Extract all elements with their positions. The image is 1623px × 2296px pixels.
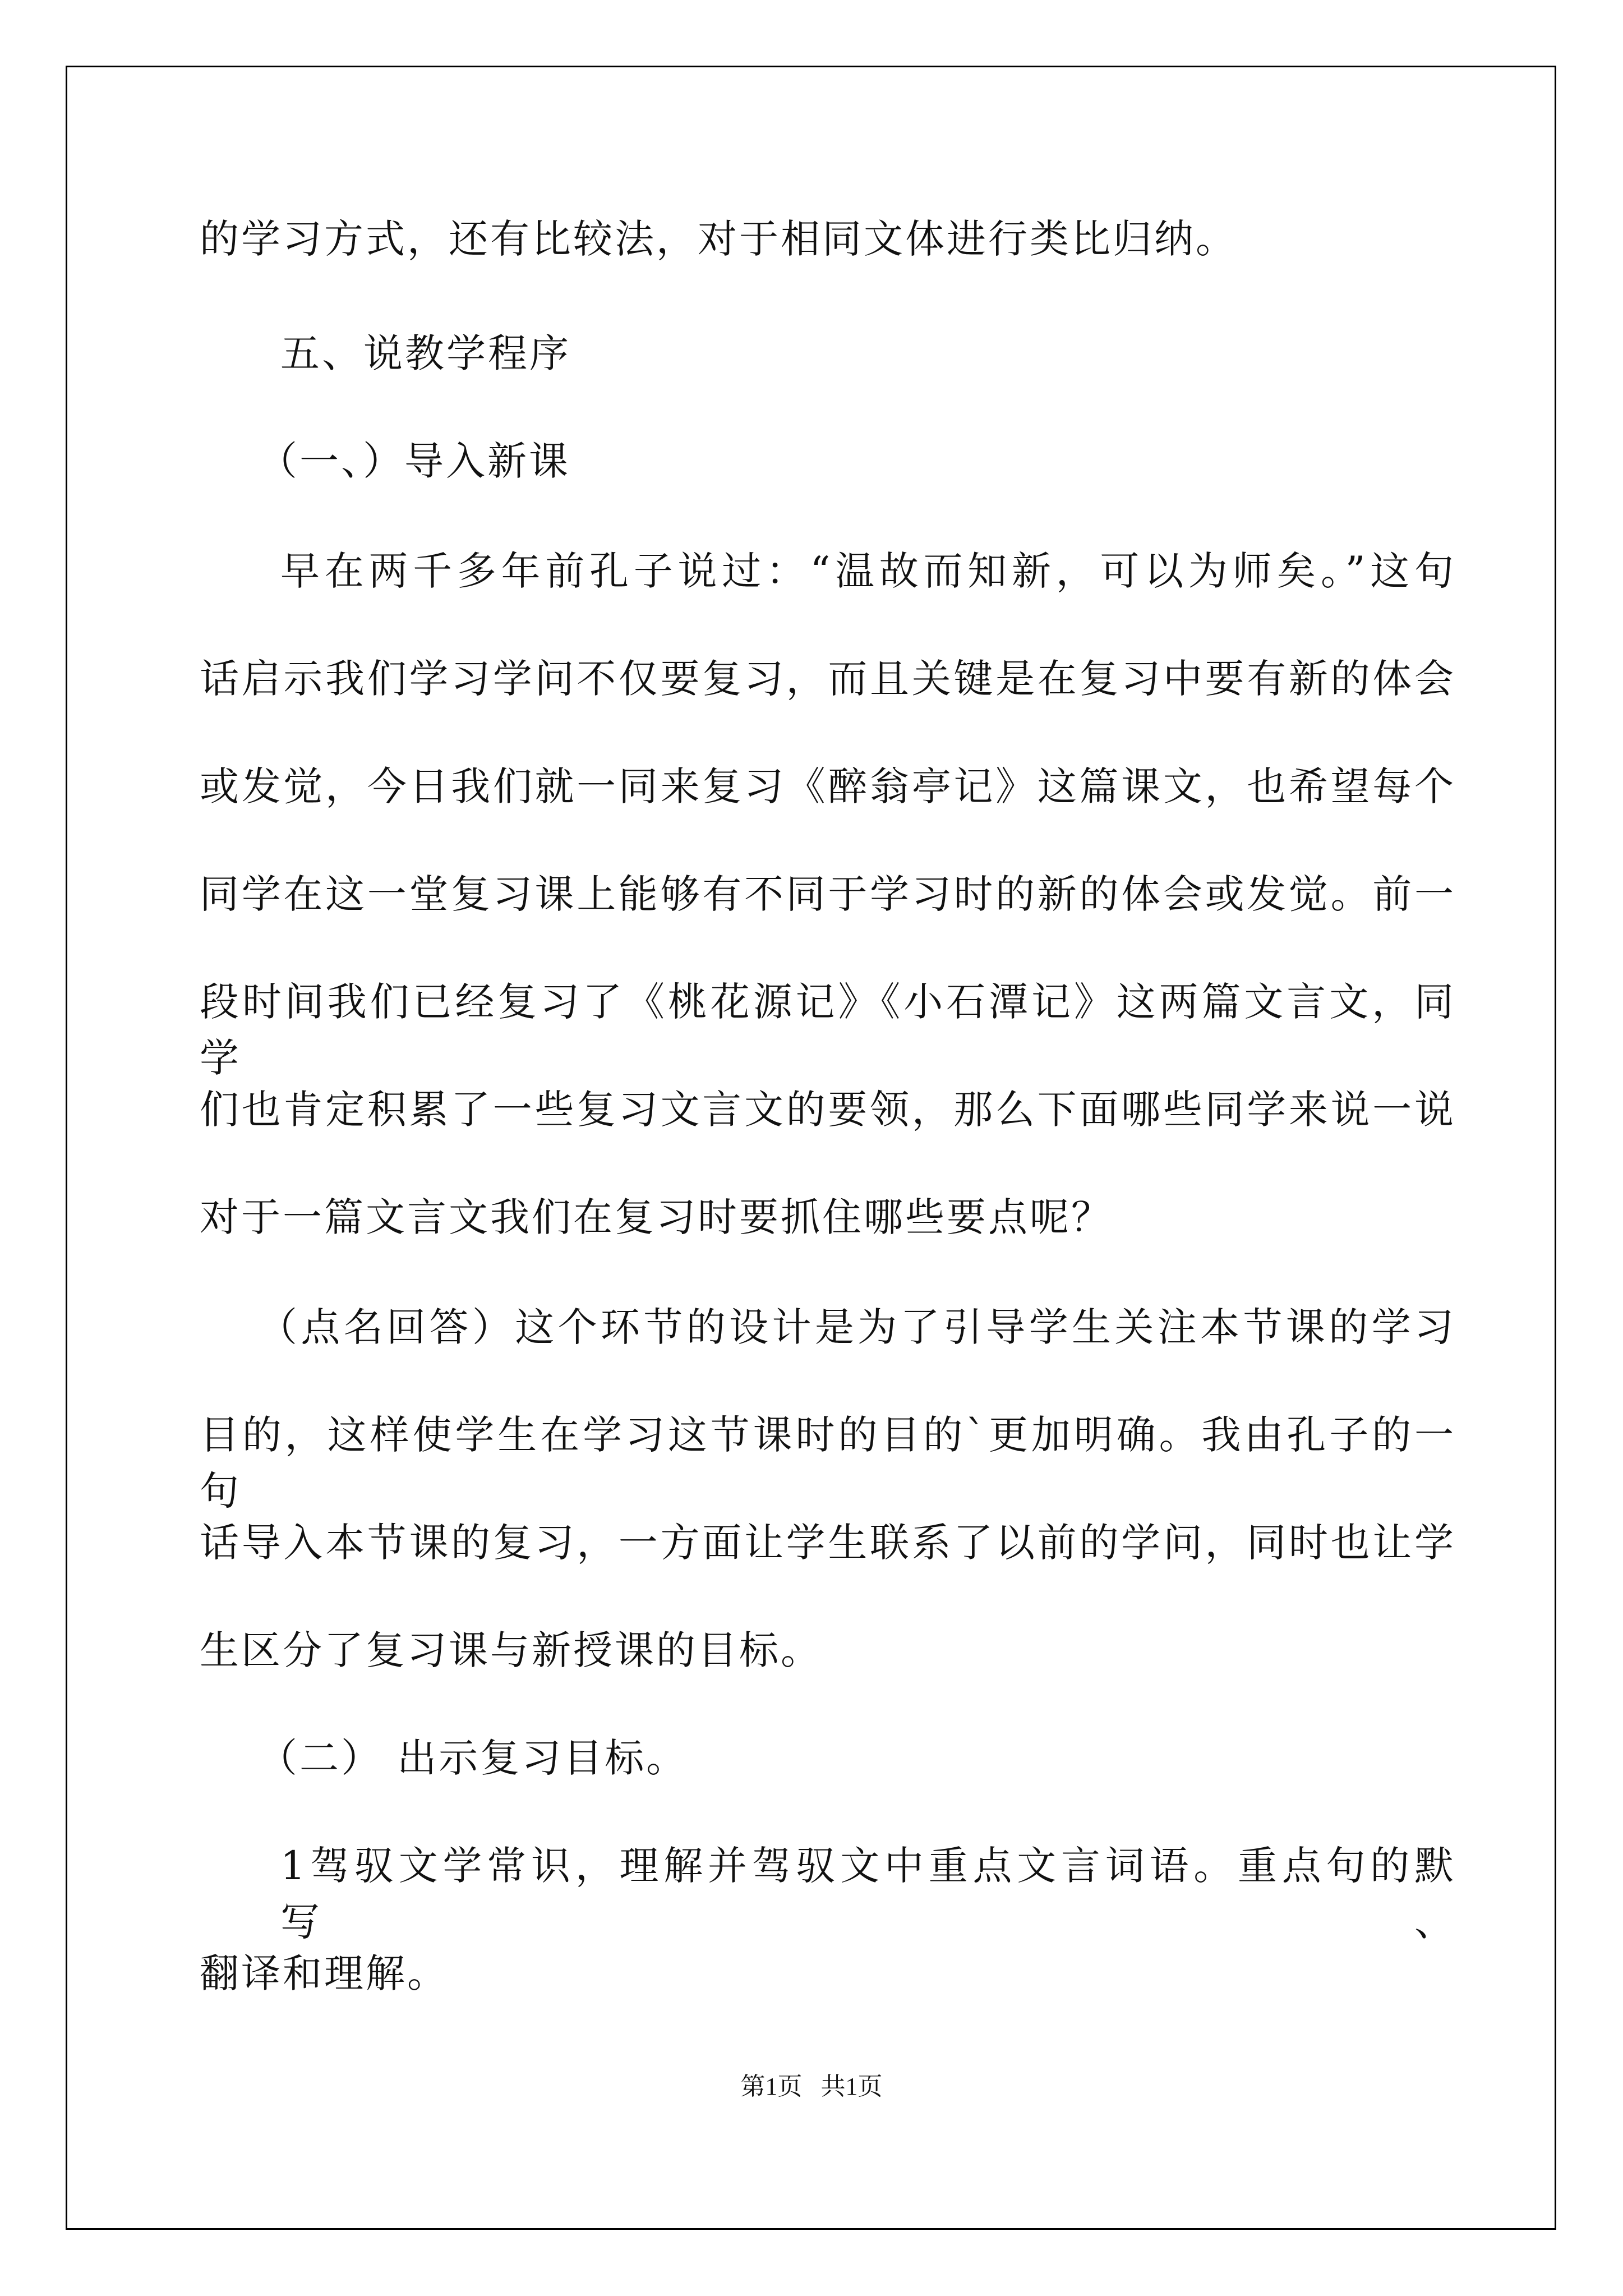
subsection-heading: （二） 出示复习目标。 <box>258 1735 688 1781</box>
paragraph-line: 同学在这一堂复习课上能够有不同于学习时的新的体会或发觉。前一 <box>200 871 1456 917</box>
paragraph-line: 段时间我们已经复习了《桃花源记》《小石潭记》这两篇文言文，同学 <box>200 979 1456 1081</box>
section-heading: 五、说教学程序 <box>280 330 571 376</box>
paragraph-line: 目的，这样使学生在学习这节课时的目的`更加明确。我由孔子的一句 <box>200 1412 1456 1514</box>
paragraph-line: 对于一篇文言文我们在复习时要抓住哪些要点呢？ <box>200 1194 1113 1240</box>
paragraph-line: 们也肯定积累了一些复习文言文的要领，那么下面哪些同学来说一说 <box>200 1087 1456 1133</box>
paragraph-line: 话启示我们学习学问不仅要复习，而且关键是在复习中要有新的体会 <box>200 656 1456 702</box>
paragraph-line: 的学习方式，还有比较法，对于相同文体进行类比归纳。 <box>200 216 1237 262</box>
paragraph-line: 话导入本节课的复习，一方面让学生联系了以前的学问，同时也让学 <box>200 1520 1456 1566</box>
paragraph-line: 生区分了复习课与新授课的目标。 <box>200 1627 822 1673</box>
paragraph-line: 早在两千多年前孔子说过：“温故而知新，可以为师矣。”这句 <box>280 548 1456 594</box>
paragraph-line: 翻译和理解。 <box>200 1950 449 1996</box>
subsection-heading: （一、）导入新课 <box>258 438 570 484</box>
page-number-footer: 第1页 共1页 <box>740 2073 883 2100</box>
paragraph-line: 或发觉，今日我们就一同来复习《醉翁亭记》这篇课文，也希望每个 <box>200 763 1456 809</box>
paragraph-line: 1驾驭文学常识，理解并驾驭文中重点文言词语。重点句的默写、 <box>280 1843 1456 1945</box>
paragraph-line: （点名回答）这个环节的设计是为了引导学生关注本节课的学习 <box>258 1304 1456 1350</box>
